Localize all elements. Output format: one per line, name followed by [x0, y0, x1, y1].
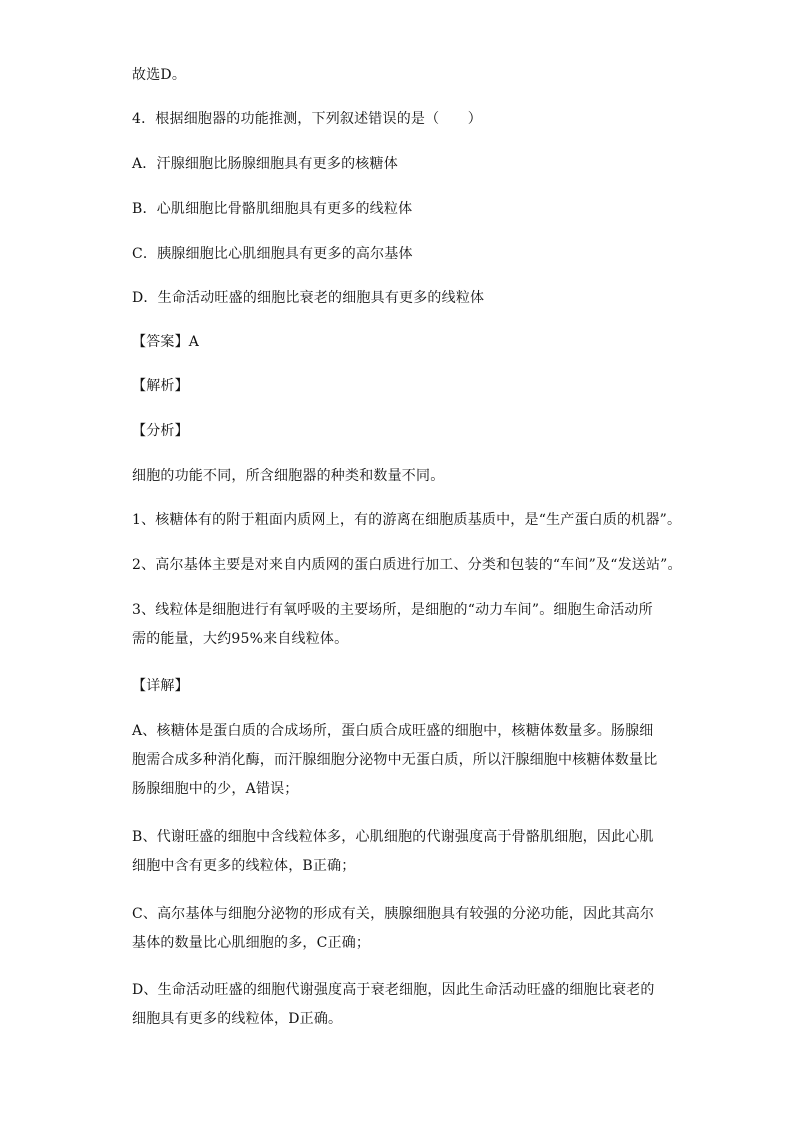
fenxi-point-1: 1、核糖体有的附于粗面内质网上，有的游离在细胞质基质中，是“生产蛋白质的机器”。 — [132, 512, 682, 528]
analysis-heading: 【解析】 — [132, 378, 189, 394]
detail-point-a: A、核糖体是蛋白质的合成场所，蛋白质合成旺盛的细胞中，核糖体数量多。肠腺细胞需合成多种消化酶，而汗腺细胞分泌物中无蛋白质，所以汗腺细胞中核糖体数量比肠腺细胞中的少，A错误； — [132, 723, 658, 797]
intro-text: 故选D。 — [132, 67, 187, 83]
answer-line: 【答案】A — [132, 334, 200, 350]
option-d: D．生命活动旺盛的细胞比衰老的细胞具有更多的线粒体 — [132, 290, 485, 306]
option-c: C．胰腺细胞比心肌细胞具有更多的高尔基体 — [132, 246, 413, 262]
detail-point-b: B、代谢旺盛的细胞中含线粒体多，心肌细胞的代谢强度高于骨骼肌细胞，因此心肌细胞中含有更多的线粒体，B正确； — [132, 829, 654, 874]
fenxi-point-2: 2、高尔基体主要是对来自内质网的蛋白质进行加工、分类和包装的“车间”及“发送站”。 — [132, 557, 682, 573]
fenxi-heading: 【分析】 — [132, 423, 189, 439]
detail-point-c: C、高尔基体与细胞分泌物的形成有关，胰腺细胞具有较强的分泌功能，因此其高尔基体的数量比心肌细胞的多，C正确； — [132, 906, 655, 951]
fenxi-point-3: 3、线粒体是细胞进行有氧呼吸的主要场所，是细胞的“动力车间”。细胞生命活动所需的能量，大约95%来自线粒体。 — [132, 602, 653, 647]
detail-heading: 【详解】 — [132, 678, 189, 694]
question-stem: 4．根据细胞器的功能推测，下列叙述错误的是（ ） — [132, 111, 482, 127]
fenxi-intro: 细胞的功能不同，所含细胞器的种类和数量不同。 — [132, 468, 445, 484]
detail-point-d: D、生命活动旺盛的细胞代谢强度高于衰老细胞，因此生命活动旺盛的细胞比衰老的细胞具有更多的线粒体，D正确。 — [132, 982, 655, 1027]
option-a: A．汗腺细胞比肠腺细胞具有更多的核糖体 — [132, 156, 398, 172]
option-b: B．心肌细胞比骨骼肌细胞具有更多的线粒体 — [132, 201, 413, 217]
